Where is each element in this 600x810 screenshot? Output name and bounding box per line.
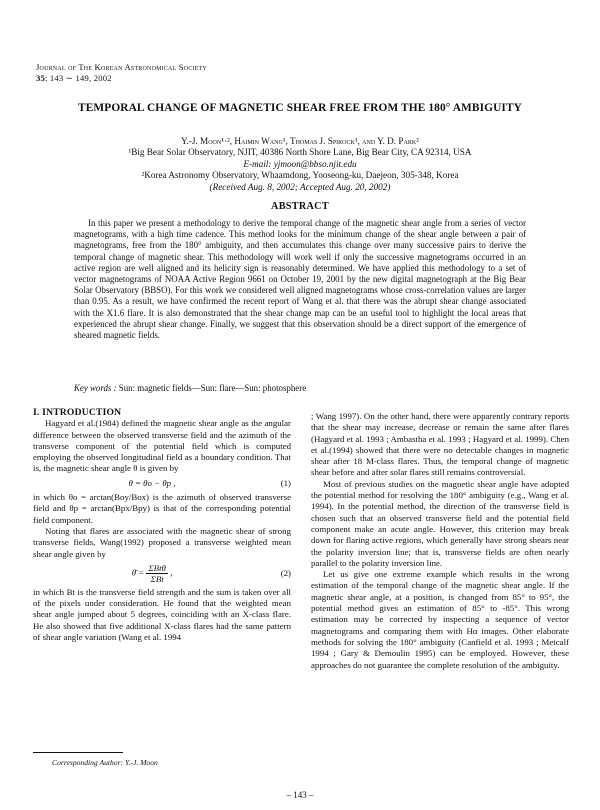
intro-paragraph-2: in which θo = arctan(Boy/Box) is the azimuth of observed transverse field and θp = arctan(Bpx/Bpy) is that of the corresponding potential field component. bbox=[33, 492, 291, 525]
journal-volume: 35 bbox=[36, 73, 45, 83]
author-names: Y.-J. Moon¹·², Haimin Wang¹, Thomas J. Spirock¹, and Y. D. Park² bbox=[181, 136, 419, 146]
equation-1-body: θ = θo − θp , bbox=[128, 477, 176, 488]
intro-paragraph-3: Noting that flares are associated with the magnetic shear of strong transverse fields, Wang(1992) proposed a transverse weighted mean shear angle given by bbox=[33, 525, 291, 559]
equation-1-number: (1) bbox=[280, 477, 291, 488]
equation-2 bbox=[33, 563, 291, 584]
equation-2-tail: , bbox=[167, 567, 173, 578]
right-paragraph-1: ; Wang 1997). On the other hand, there were apparently contrary reports that the shear may increase, decrease or remain the same after flares (Hagyard et al. 1993 ; Ambastha et al. 1993 ; Hagyard et al. 1999). Chen et al.(1994) showed that there were no detectable changes in magnetic shear after 18 M-class flares. Thus, the temporal change of magnetic shear before and after solar flares still remains controversial. bbox=[311, 411, 569, 478]
equation-2-lhs: θ̄ = bbox=[131, 567, 147, 578]
author-block bbox=[30, 136, 570, 193]
equation-2-number: (2) bbox=[280, 567, 291, 578]
affiliation-1: ¹Big Bear Solar Observatory, NJIT, 40386 North Shore Lane, Big Bear City, CA 92314, USA bbox=[128, 147, 472, 158]
equation-2-denominator: ΣBt bbox=[150, 573, 164, 584]
keywords-label: Key words : bbox=[74, 383, 117, 393]
keywords-text: Sun: magnetic fields—Sun: flare—Sun: photosphere bbox=[116, 383, 307, 393]
left-column bbox=[33, 407, 291, 643]
right-paragraph-2: Most of previous studies on the magnetic shear angle have adopted the potential method for resolving the 180° ambiguity (e.g., Wang et al. 1994). In the potential method, the direction of the transverse field is chosen such that an observed transverse field and the potential field component make an acute angle. However, this criterion may break down for flaring active regions, which generally have strong shears near the polarity inversion line; that is, transverse fields are often nearly parallel to the polarity inversion line. bbox=[311, 478, 569, 568]
received-dates: (Received Aug. 8, 2002; Accepted Aug. 20, 2002) bbox=[209, 181, 391, 192]
equation-2-numerator: ΣBtθ bbox=[148, 562, 166, 573]
journal-name: Journal of The Korean Astronomical Society bbox=[36, 62, 207, 72]
abstract-text: In this paper we present a methodology to derive the temporal change of the magnetic shear angle from a series of vector magnetograms, with a high time cadence. This method looks for the minimum change of the shear angle between a pair of magnetograms, free from the 180° ambiguity, and then accumulates this change over many successive pairs to derive the temporal change of magnetic shear. This methodology will work well if only the successive magnetograms occurred in an active region are well aligned and its helicity sign is reasonably determined. We have applied this methodology to a set of vector magnetograms of NOAA Active Region 9661 on October 19, 2001 by the new digital magnetograph at the Big Bear Solar Observatory (BBSO). For this work we considered well aligned magnetograms whose cross-correlation values are larger than 0.95. As a result, we have confirmed the recent report of Wang et al. that there was the abrupt shear change associated with the X1.6 flare. It is also demonstrated that the shear change map can be an useful tool to highlight the local areas that experienced the abrupt shear change. Finally, we suggest that this observation should be a direct support of the emergence of sheared magnetic fields. bbox=[74, 218, 526, 341]
journal-pages: : 143 ∼ 149, 2002 bbox=[45, 73, 112, 83]
journal-citation bbox=[36, 73, 207, 84]
page-number: – 143 – bbox=[286, 790, 314, 800]
section-heading: I. INTRODUCTION bbox=[33, 407, 122, 418]
footnote-divider bbox=[33, 752, 123, 753]
right-column bbox=[311, 411, 569, 671]
paper-title: TEMPORAL CHANGE OF MAGNETIC SHEAR FREE FROM THE 180° AMBIGUITY bbox=[78, 102, 522, 114]
footnote-corresponding-author: Corresponding Author: Y.-J. Moon bbox=[52, 758, 158, 767]
affiliation-2: ²Korea Astronomy Observatory, Whaamdong, Yooseong-ku, Daejeon, 305-348, Korea bbox=[141, 170, 459, 181]
equation-2-fraction bbox=[146, 563, 167, 584]
keywords bbox=[74, 383, 306, 393]
intro-paragraph-4: in which Bt is the transverse field strength and the sum is taken over all of the pixels under consideration. He found that the weighted mean shear angle jumped about 5 degrees, coinciding with an X-class flare. He also showed that five additional X-class flares had the same pattern of shear angle variation (Wang et al. 1994 bbox=[33, 586, 291, 643]
equation-2-body bbox=[33, 563, 271, 584]
abstract-heading: ABSTRACT bbox=[271, 201, 329, 212]
author-email: E-mail: yjmoon@bbso.njit.edu bbox=[243, 158, 357, 169]
intro-paragraph-1: Hagyard et al.(1984) defined the magnetic shear angle as the angular difference between the observed transverse field and the azimuth of the transverse component of the potential field which is computed employing the observed longitudinal field as a boundary condition. That is, the magnetic shear angle θ is given by bbox=[33, 418, 291, 474]
journal-header bbox=[36, 62, 207, 84]
right-paragraph-3: Let us give one extreme example which results in the wrong estimation of the temporal change of the magnetic shear angle. If the magnetic shear angle, at a position, is changed from 85° to 95°, the potential method gives an estimation of 85° to -85°. This wrong estimation may be corrected by inspecting a sequence of vector magnetograms and comparing them with Hα images. Other elaborate methods for solving the 180° ambiguity (Canfield et al. 1993 ; Metcalf 1994 ; Gary & Demoulin 1995) can be employed. However, these approaches do not guarantee the complete resolution of the ambiguity. bbox=[311, 569, 569, 670]
equation-1 bbox=[33, 478, 291, 489]
